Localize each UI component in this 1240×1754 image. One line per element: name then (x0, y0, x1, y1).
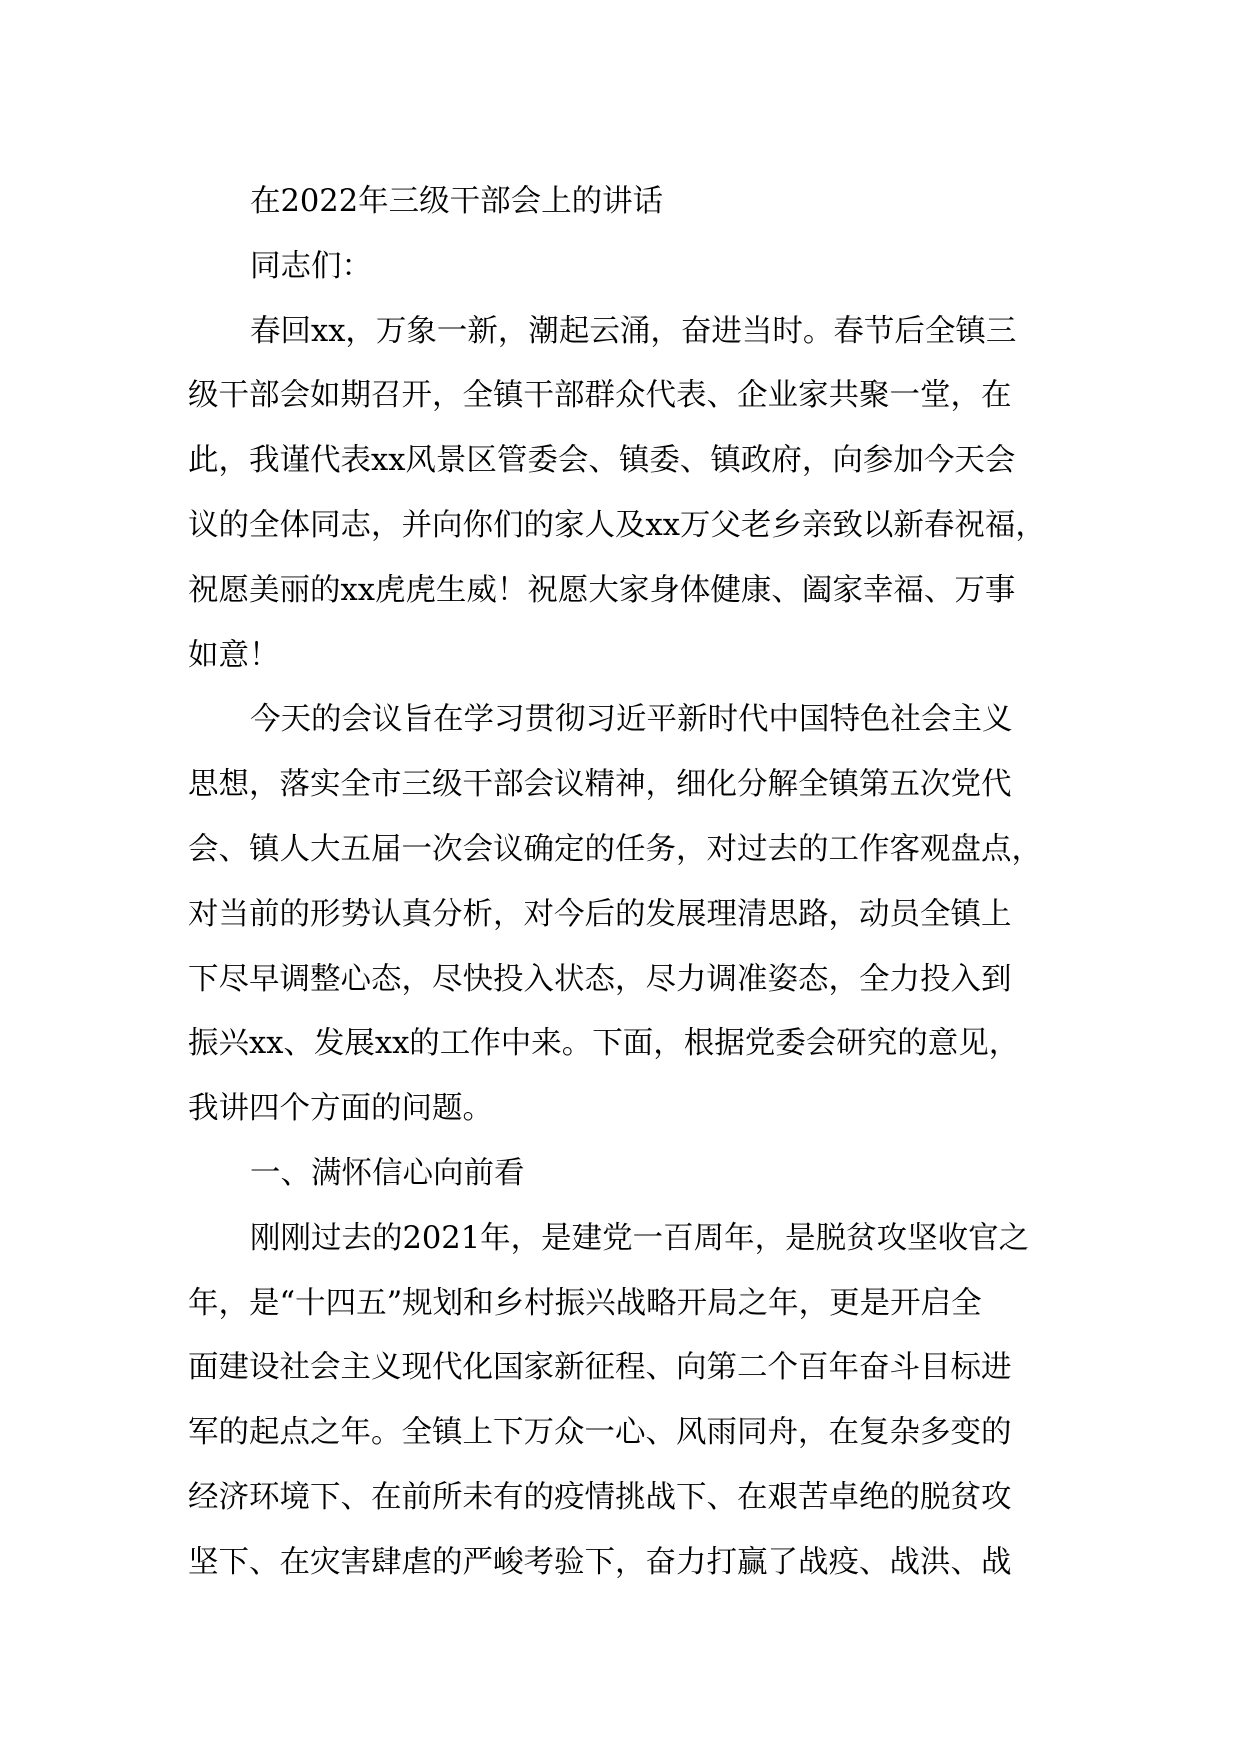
paragraph-line: 经济环境下、在前所未有的疫情挑战下、在艰苦卓绝的脱贫攻 (188, 1479, 1012, 1515)
paragraph-2 (188, 688, 1088, 1142)
paragraph-line: 我讲四个方面的问题。 (188, 1091, 493, 1127)
section-heading (188, 1142, 1088, 1207)
paragraph-line: 对当前的形势认真分析，对今后的发展理清思路，动员全镇上 (188, 896, 1012, 932)
paragraph-line: 年，是“十四五”规划和乡村振兴战略开局之年，更是开启全 (188, 1285, 982, 1321)
section-heading-text: 一、满怀信心向前看 (250, 1155, 525, 1191)
paragraph-line: 会、镇人大五届一次会议确定的任务，对过去的工作客观盘点， (188, 831, 1042, 867)
paragraph-line: 振兴xx、发展xx的工作中来。下面，根据党委会研究的意见， (188, 1026, 1020, 1062)
paragraph-line: 祝愿美丽的xx虎虎生威！祝愿大家身体健康、阖家幸福、万事 (188, 572, 1016, 608)
paragraph-line: 今天的会议旨在学习贯彻习近平新时代中国特色社会主义 (250, 702, 1013, 738)
paragraph-line: 如意！ (188, 637, 280, 673)
paragraph-line: 春回xx，万象一新，潮起云涌，奋进当时。春节后全镇三 (250, 313, 1017, 349)
paragraph-line: 议的全体同志，并向你们的家人及xx万父老乡亲致以新春祝福， (188, 507, 1046, 543)
paragraph-line: 此，我谨代表xx风景区管委会、镇委、镇政府，向参加今天会 (188, 443, 1016, 479)
document-body (188, 170, 1088, 1596)
document-title: 在2022年三级干部会上的讲话 (250, 184, 664, 219)
salutation: 同志们： (250, 248, 372, 284)
paragraph-line: 级干部会如期召开，全镇干部群众代表、企业家共聚一堂，在 (188, 378, 1012, 414)
paragraph-3 (188, 1207, 1088, 1596)
paragraph-line: 坚下、在灾害肆虐的严峻考验下，奋力打赢了战疫、战洪、战 (188, 1544, 1012, 1580)
paragraph-1 (188, 300, 1088, 689)
paragraph-line: 下尽早调整心态，尽快投入状态，尽力调准姿态，全力投入到 (188, 961, 1012, 997)
paragraph-line: 思想，落实全市三级干部会议精神，细化分解全镇第五次党代 (188, 767, 1012, 803)
paragraph-line: 面建设社会主义现代化国家新征程、向第二个百年奋斗目标进 (188, 1350, 1012, 1386)
paragraph-line: 军的起点之年。全镇上下万众一心、风雨同舟，在复杂多变的 (188, 1415, 1012, 1451)
paragraph-line: 刚刚过去的2021年，是建党一百周年，是脱贫攻坚收官之 (250, 1220, 1030, 1256)
